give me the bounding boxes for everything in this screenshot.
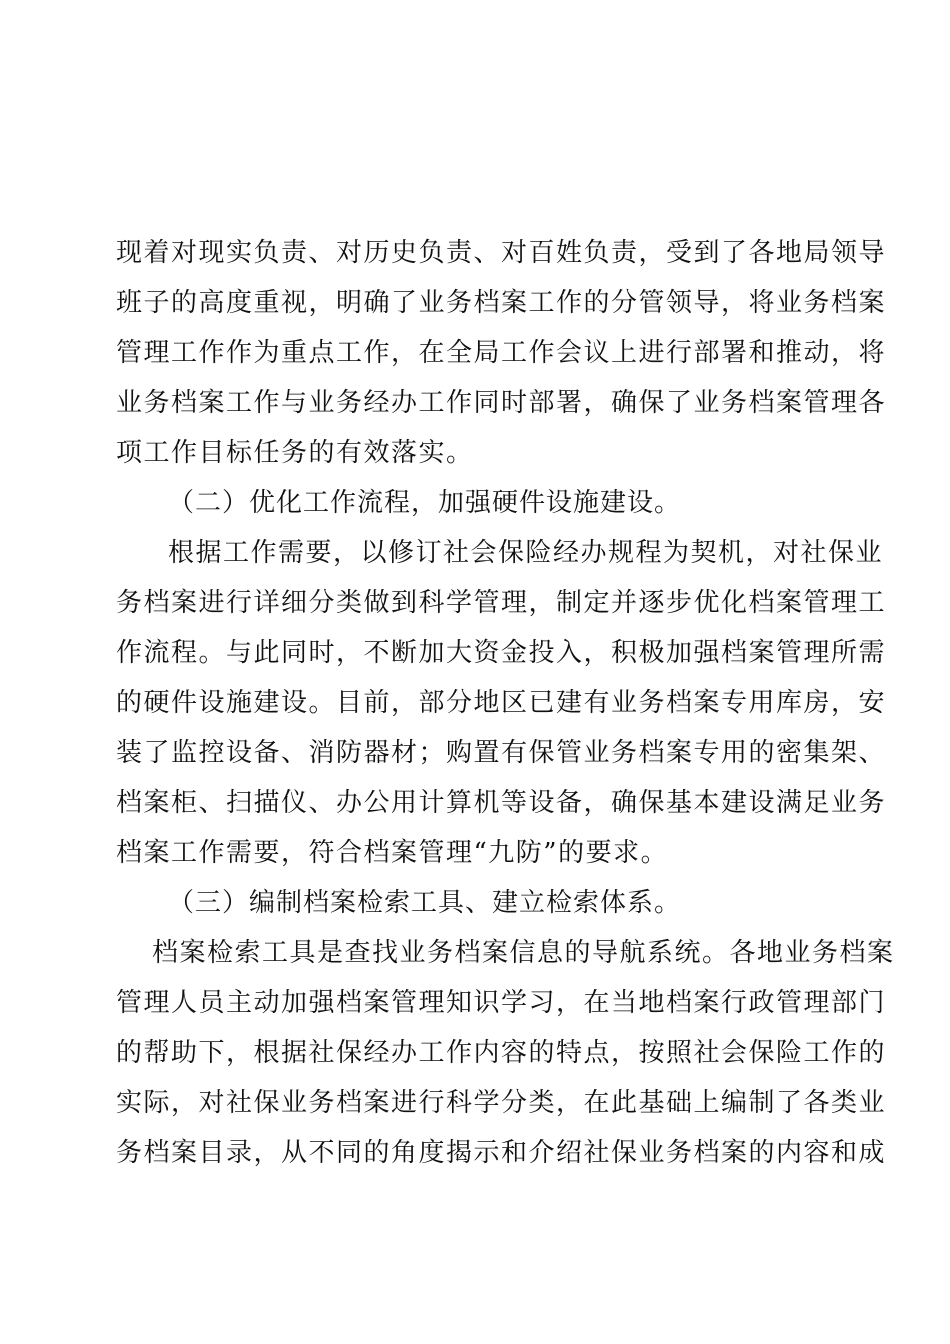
section-heading: （三）编制档案检索工具、建立检索体系。: [168, 888, 682, 918]
paragraph-line: 管理工作作为重点工作，在全局工作会议上进行部署和推动，将: [116, 338, 887, 368]
paragraph-line: 管理人员主动加强档案管理知识学习，在当地档案行政管理部门: [116, 988, 887, 1018]
paragraph-line: 作流程。与此同时，不断加大资金投入，积极加强档案管理所需: [116, 638, 887, 668]
section-heading: （二）优化工作流程，加强硬件设施建设。: [168, 488, 682, 518]
paragraph-line: 档案检索工具是查找业务档案信息的导航系统。各地业务档案: [152, 938, 895, 968]
paragraph-line: 装了监控设备、消防器材；购置有保管业务档案专用的密集架、: [116, 738, 887, 768]
paragraph-line: 务档案进行详细分类做到科学管理，制定并逐步优化档案管理工: [116, 588, 887, 618]
paragraph-line: 务档案目录，从不同的角度揭示和介绍社保业务档案的内容和成: [116, 1138, 887, 1168]
paragraph-line: 的硬件设施建设。目前，部分地区已建有业务档案专用库房，安: [116, 688, 887, 718]
paragraph-line: 班子的高度重视，明确了业务档案工作的分管领导，将业务档案: [116, 288, 887, 318]
paragraph-line: 业务档案工作与业务经办工作同时部署，确保了业务档案管理各: [116, 388, 887, 418]
paragraph-line: 的帮助下，根据社保经办工作内容的特点，按照社会保险工作的: [116, 1038, 887, 1068]
paragraph-line: 根据工作需要，以修订社会保险经办规程为契机，对社保业: [168, 538, 884, 568]
paragraph-line: 实际，对社保业务档案进行科学分类，在此基础上编制了各类业: [116, 1088, 887, 1118]
paragraph-line: 档案工作需要，符合档案管理“九防”的要求。: [116, 838, 669, 868]
paragraph-line: 档案柜、扫描仪、办公用计算机等设备，确保基本建设满足业务: [116, 788, 887, 818]
paragraph-line: 项工作目标任务的有效落实。: [116, 438, 474, 468]
paragraph-line: 现着对现实负责、对历史负责、对百姓负责，受到了各地局领导: [116, 238, 887, 268]
